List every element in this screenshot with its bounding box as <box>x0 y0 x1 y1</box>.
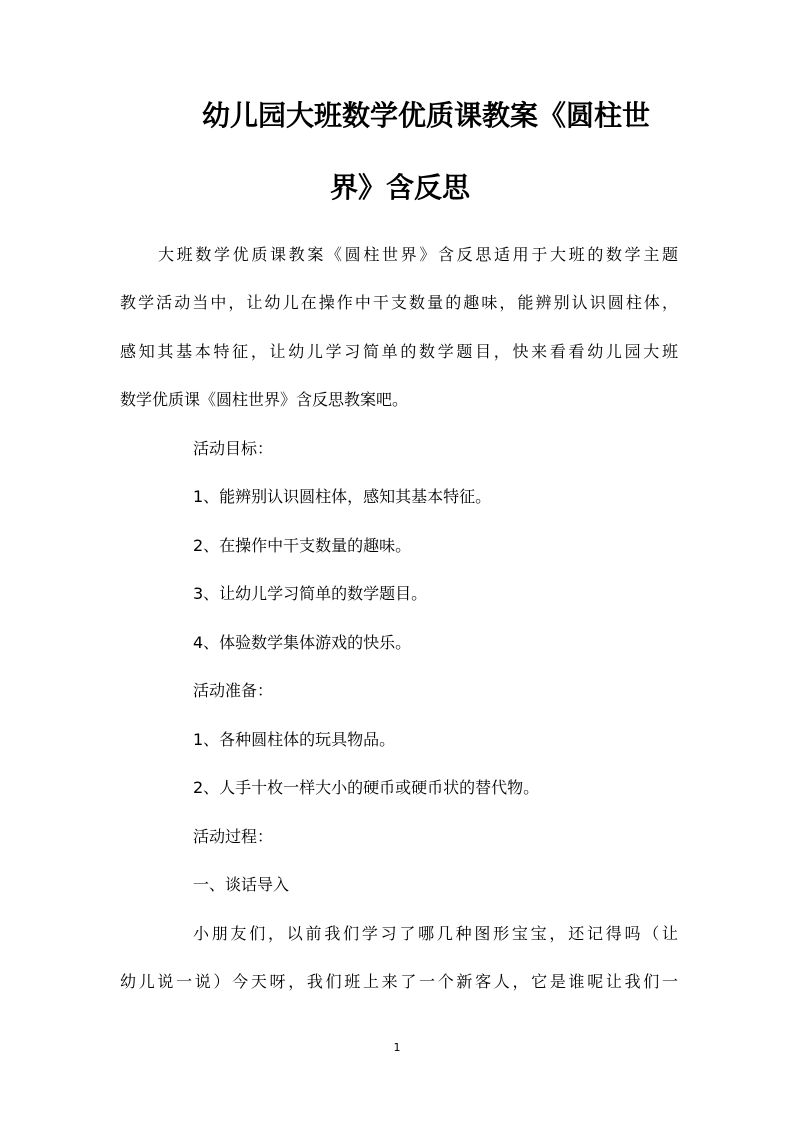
goals-heading: 活动目标： <box>193 439 274 458</box>
document-title-line-2: 界》含反思 <box>329 171 470 204</box>
goal-item-3: 3、让幼儿学习简单的数学题目。 <box>193 584 428 603</box>
goal-item-1: 1、能辨别认识圆柱体，感知其基本特征。 <box>193 487 492 506</box>
section-1-para-line-1: 小朋友们，以前我们学习了哪几种图形宝宝，还记得吗（让 <box>193 924 678 943</box>
intro-line-2: 教学活动当中，让幼儿在操作中干支数量的趣味，能辨别认识圆柱体， <box>120 293 678 312</box>
prep-item-2: 2、人手十枚一样大小的硬币或硬币状的替代物。 <box>193 778 540 797</box>
prep-heading: 活动准备： <box>193 681 274 700</box>
intro-line-1: 大班数学优质课教案《圆柱世界》含反思适用于大班的数学主题 <box>158 245 678 264</box>
intro-line-4: 数学优质课《圆柱世界》含反思教案吧。 <box>120 390 409 409</box>
goal-item-2: 2、在操作中干支数量的趣味。 <box>193 536 412 555</box>
document-title-line-1: 幼儿园大班数学优质课教案《圆柱世 <box>202 99 651 132</box>
goal-item-4: 4、体验数学集体游戏的快乐。 <box>193 633 412 652</box>
process-heading: 活动过程： <box>193 827 274 846</box>
section-1-para-line-2: 幼儿说一说）今天呀，我们班上来了一个新客人，它是谁呢让我们一 <box>120 972 678 991</box>
page-number: 1 <box>393 1041 401 1054</box>
section-1-heading: 一、谈话导入 <box>193 875 290 894</box>
prep-item-1: 1、各种圆柱体的玩具物品。 <box>193 730 396 749</box>
intro-line-3: 感知其基本特征，让幼儿学习简单的数学题目，快来看看幼儿园大班 <box>120 342 678 361</box>
